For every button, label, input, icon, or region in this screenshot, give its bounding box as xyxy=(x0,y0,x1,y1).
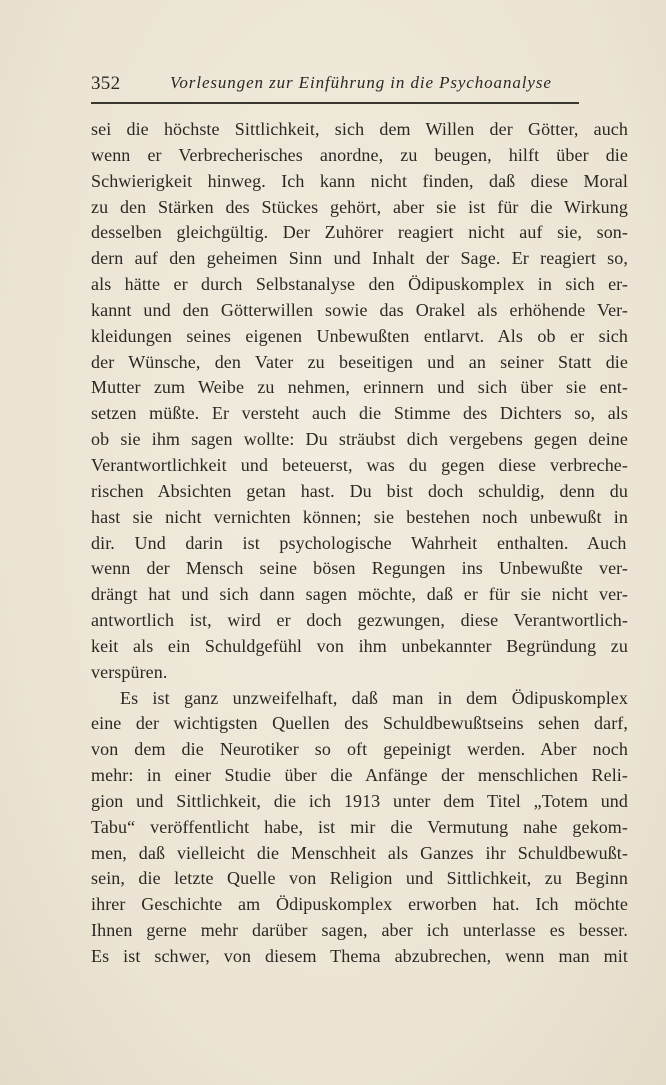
text-line: wenn der Mensch seine bösen Regungen ins Unbewußte ver- xyxy=(91,558,628,579)
text-line: kleidungen seines eigenen Unbewußten entlarvt. Als ob er sich xyxy=(91,325,628,346)
text-line: ob sie ihm sagen wollte: Du sträubst dich vergebens gegen deine xyxy=(91,429,628,450)
text-line: drängt hat und sich dann sagen möchte, daß er für sie nicht ver- xyxy=(91,584,628,605)
text-line: wenn er Verbrecherisches anordne, zu beugen, hilft über die xyxy=(91,144,628,165)
text-line: kannt und den Götterwillen sowie das Orakel als erhöhende Ver- xyxy=(91,299,628,320)
text-line: men, daß vielleicht die Menschheit als Ganzes ihr Schuldbewußt- xyxy=(91,842,628,863)
text-line: gion und Sittlichkeit, die ich 1913 unter dem Titel „Totem und xyxy=(91,790,628,811)
text-line-paragraph-start: Es ist ganz unzweifelhaft, daß man in dem Ödipuskomplex xyxy=(120,687,628,708)
text-line: mehr: in einer Studie über die Anfänge der menschlichen Reli- xyxy=(91,765,628,786)
text-line: sei die höchste Sittlichkeit, sich dem Willen der Götter, auch xyxy=(91,119,628,139)
running-title: Vorlesungen zur Einführung in die Psychoanalyse xyxy=(170,73,552,92)
text-line: setzen müßte. Er versteht auch die Stimme des Dichters so, als xyxy=(91,403,628,424)
text-line-paragraph-end: verspüren. xyxy=(91,661,168,682)
text-line: als hätte er durch Selbstanalyse den Ödipuskomplex in sich er- xyxy=(91,274,628,295)
text-line: keit als ein Schuldgefühl von ihm unbekannter Begründung zu xyxy=(91,635,628,656)
running-head xyxy=(91,73,579,101)
text-line: eine der wichtigsten Quellen des Schuldbewußtseins sehen darf, xyxy=(91,713,628,734)
text-line: dern auf den geheimen Sinn und Inhalt der Sage. Er reagiert so, xyxy=(91,248,628,269)
text-line: desselben gleichgültig. Der Zuhörer reagiert nicht auf sie, son- xyxy=(91,222,628,243)
body-text xyxy=(91,117,631,970)
text-line: der Wünsche, den Vater zu beseitigen und an seiner Statt die xyxy=(91,351,628,372)
text-line: Verantwortlichkeit und beteuerst, was du gegen diese verbreche- xyxy=(91,454,628,475)
text-line: antwortlich ist, wird er doch gezwungen, diese Verantwortlich- xyxy=(91,610,628,631)
text-line: dir. Und darin ist psychologische Wahrheit enthalten. Auch xyxy=(91,532,627,553)
text-line: Ihnen gerne mehr darüber sagen, aber ich unterlasse es besser. xyxy=(91,920,628,941)
text-line: Es ist schwer, von diesem Thema abzubrechen, wenn man mit xyxy=(91,946,628,966)
text-line: von dem die Neurotiker so oft gepeinigt werden. Aber noch xyxy=(91,739,628,760)
text-line: ihrer Geschichte am Ödipuskomplex erworben hat. Ich möchte xyxy=(91,894,628,915)
text-line: Tabu“ veröffentlicht habe, ist mir die Vermutung nahe gekom- xyxy=(91,816,628,837)
header-rule xyxy=(91,102,579,104)
text-line: hast sie nicht vernichten können; sie bestehen noch unbewußt in xyxy=(91,506,628,527)
page-number: 352 xyxy=(91,73,121,94)
text-line: rischen Absichten getan hast. Du bist doch schuldig, denn du xyxy=(91,480,628,501)
text-line: Schwierigkeit hinweg. Ich kann nicht finden, daß diese Moral xyxy=(91,170,628,191)
text-line: zu den Stärken des Stückes gehört, aber sie ist für die Wirkung xyxy=(91,196,628,217)
text-line: Mutter zum Weibe zu nehmen, erinnern und sich über sie ent- xyxy=(91,377,628,398)
text-line: sein, die letzte Quelle von Religion und Sittlichkeit, zu Beginn xyxy=(91,868,628,889)
